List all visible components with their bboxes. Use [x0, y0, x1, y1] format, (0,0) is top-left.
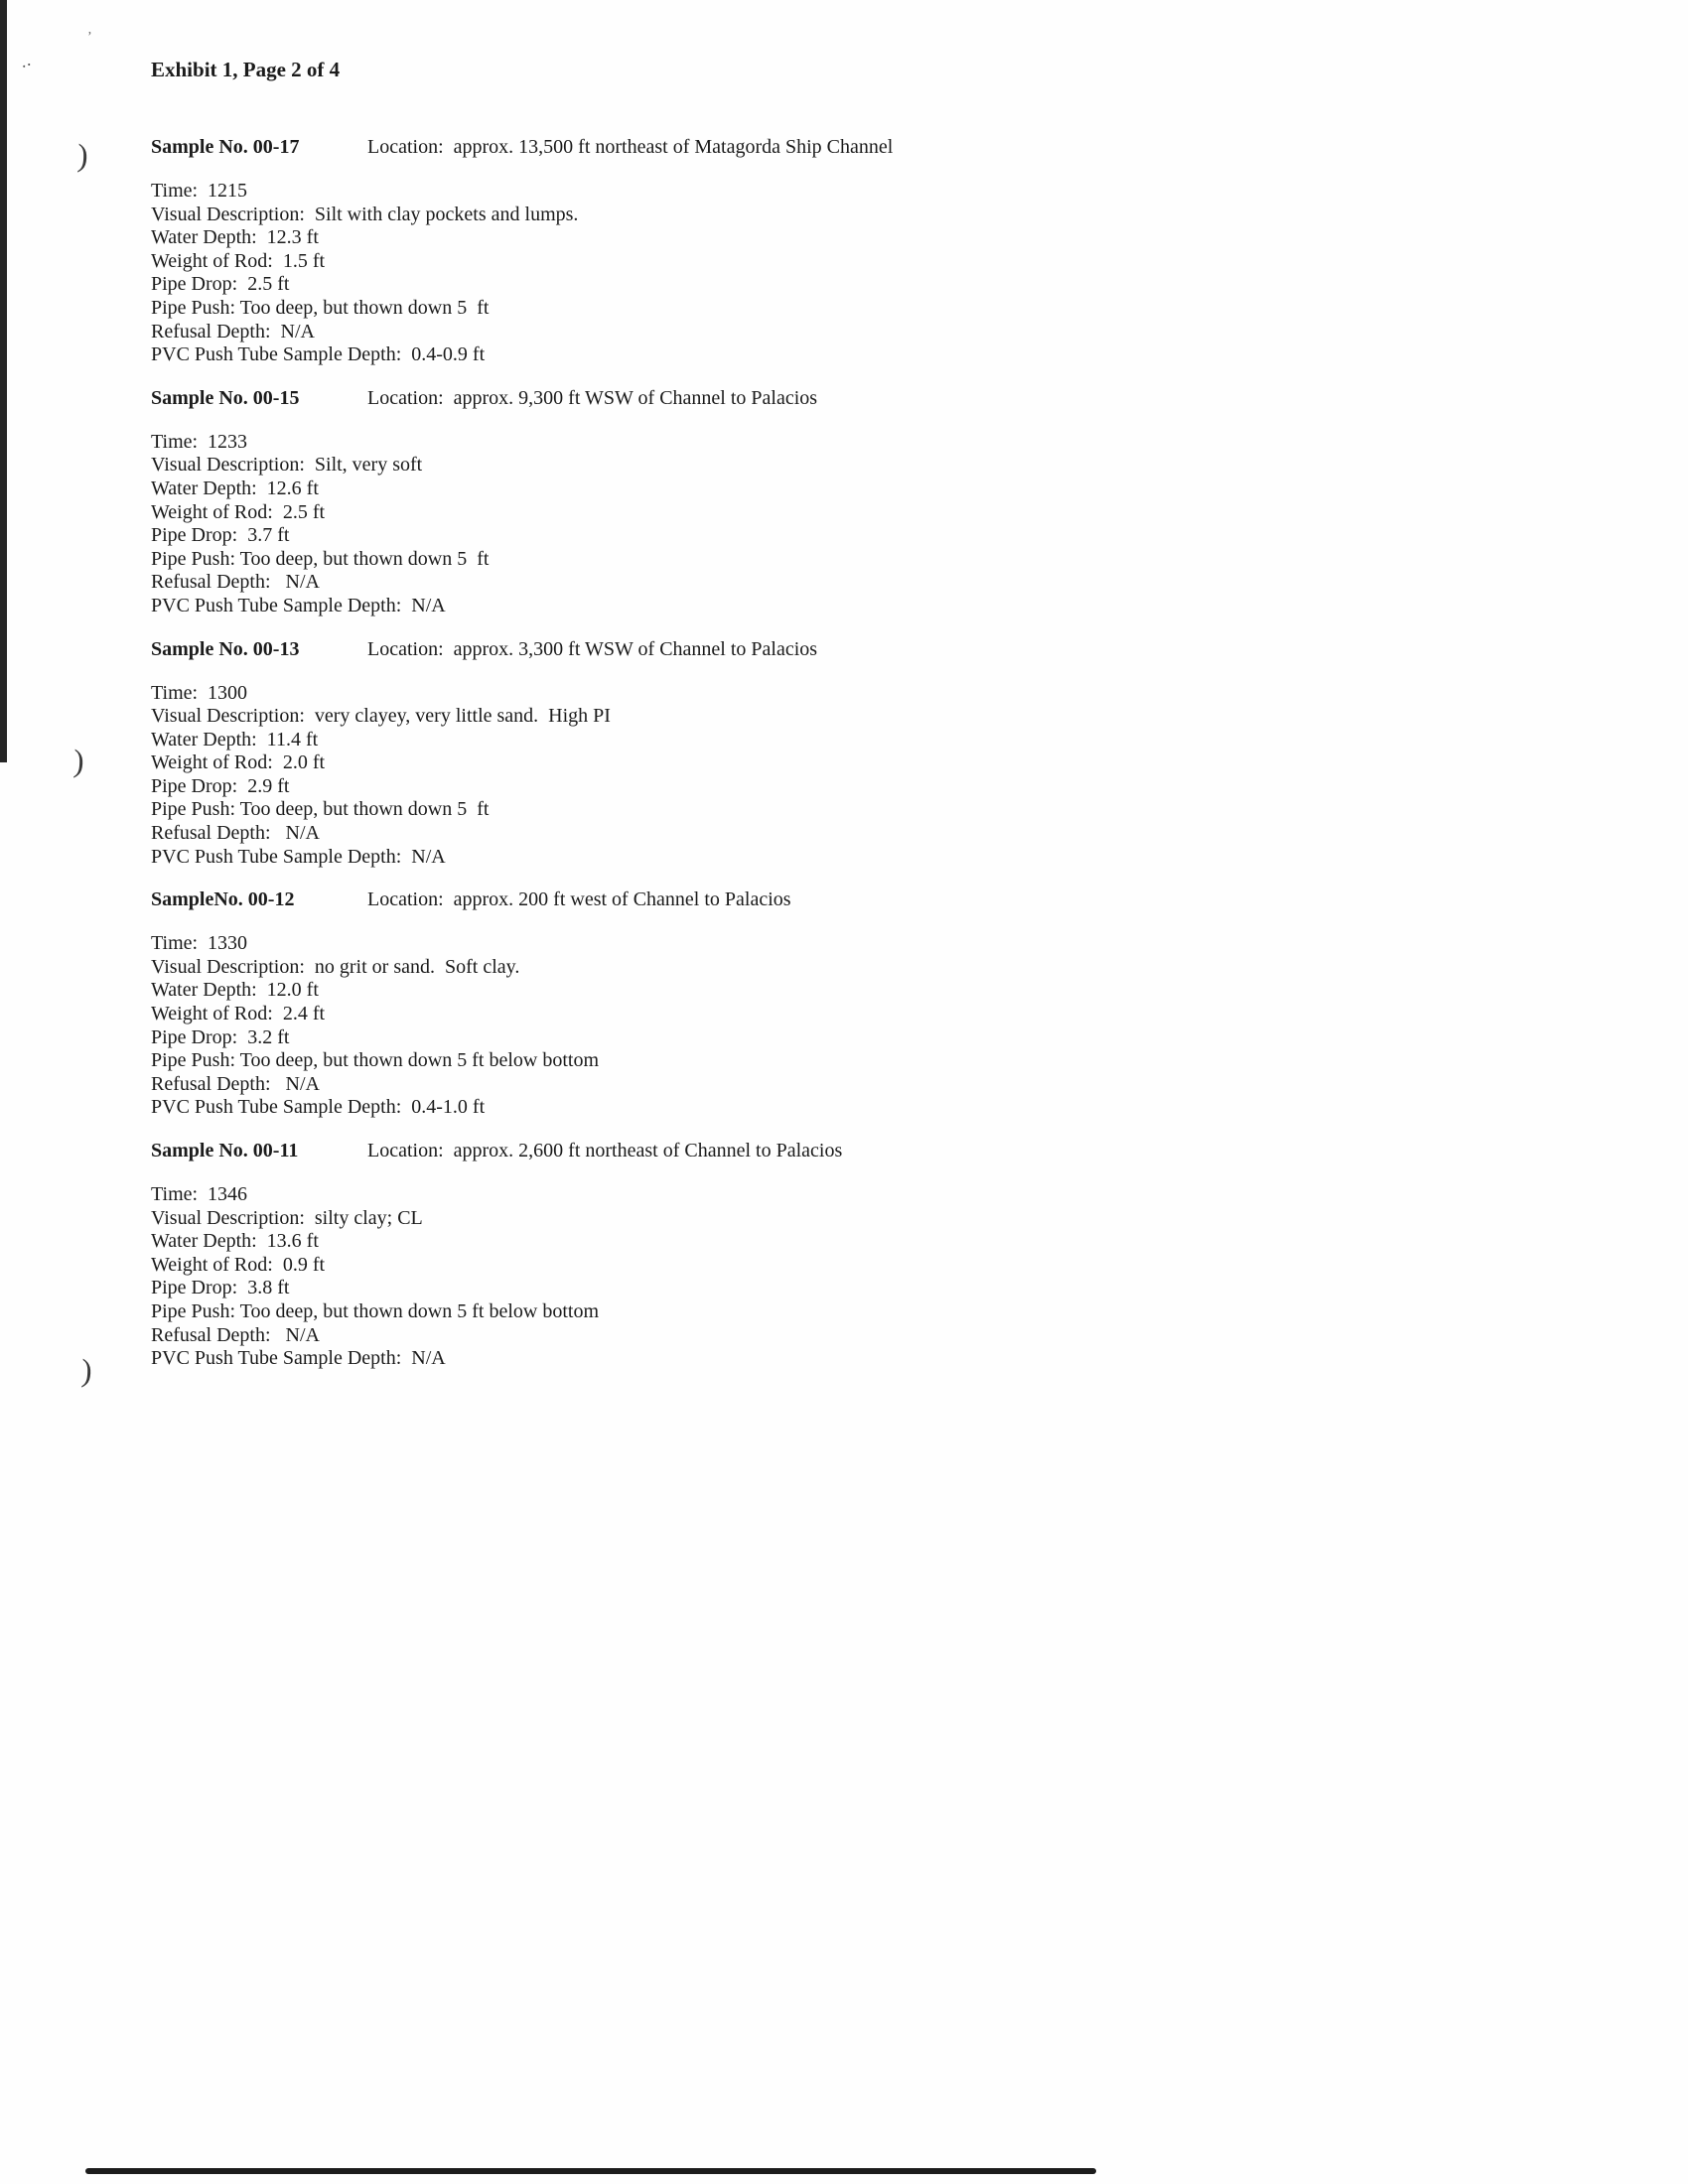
sample-location: Location: approx. 3,300 ft WSW of Channel to Palacios — [367, 637, 818, 660]
sample-detail-line: Pipe Drop: 2.9 ft — [151, 774, 290, 797]
sample-detail-line: Water Depth: 12.3 ft — [151, 226, 319, 249]
sample-detail-line: PVC Push Tube Sample Depth: 0.4-0.9 ft — [151, 343, 486, 366]
sample-block — [151, 887, 1472, 1120]
sample-detail-line: PVC Push Tube Sample Depth: N/A — [151, 845, 446, 868]
sample-header — [151, 386, 1472, 410]
sample-detail-line: Time: 1215 — [151, 180, 248, 202]
sample-detail-line: Pipe Push: Too deep, but thown down 5 ft — [151, 296, 490, 319]
sample-title: Sample No. 00-11 — [151, 1140, 299, 1161]
sample-header — [151, 637, 1472, 661]
sample-detail-line: Weight of Rod: 2.0 ft — [151, 751, 326, 774]
sample-detail-line: PVC Push Tube Sample Depth: 0.4-1.0 ft — [151, 1096, 486, 1119]
sample-detail-line: Weight of Rod: 0.9 ft — [151, 1253, 326, 1276]
sample-detail-line: Water Depth: 13.6 ft — [151, 1230, 319, 1253]
sample-detail-line: Refusal Depth: N/A — [151, 320, 315, 342]
sample-detail-line: Visual Description: silty clay; CL — [151, 1206, 423, 1229]
sample-title: Sample No. 00-13 — [151, 637, 300, 660]
scan-artifact-speck: ‥ — [17, 52, 34, 72]
sample-title: Sample No. 00-17 — [151, 136, 300, 158]
sample-detail-line: Pipe Drop: 3.2 ft — [151, 1025, 290, 1048]
sample-header — [151, 1139, 1472, 1162]
sample-detail-line: Time: 1346 — [151, 1183, 248, 1205]
sample-detail-line: Visual Description: no grit or sand. Soft clay. — [151, 955, 520, 978]
document-content — [151, 58, 1472, 1390]
sample-location: Location: approx. 2,600 ft northeast of Channel to Palacios — [367, 1140, 843, 1161]
sample-block — [151, 386, 1472, 618]
sample-block — [151, 135, 1472, 367]
sample-detail-line: Pipe Drop: 3.7 ft — [151, 524, 290, 547]
sample-detail-line: Pipe Push: Too deep, but thown down 5 ft — [151, 547, 490, 570]
sample-detail-line: Pipe Drop: 2.5 ft — [151, 273, 290, 296]
sample-title: Sample No. 00-15 — [151, 386, 300, 409]
scan-artifact-bottom-line — [85, 2168, 1096, 2174]
sample-detail-line: Time: 1233 — [151, 430, 248, 453]
sample-detail-line: Refusal Depth: N/A — [151, 822, 320, 845]
sample-detail-line: Visual Description: Silt with clay pockets and lumps. — [151, 203, 579, 225]
scan-artifact-paren-mark: ) — [80, 1351, 93, 1389]
sample-location: Location: approx. 200 ft west of Channel to Palacios — [367, 888, 791, 911]
sample-detail-line: Refusal Depth: N/A — [151, 1072, 320, 1095]
sample-block — [151, 637, 1472, 870]
sample-detail-line: Pipe Push: Too deep, but thown down 5 ft below bottom — [151, 1299, 599, 1322]
scan-artifact-paren-mark: ) — [72, 742, 85, 779]
sample-detail-line: PVC Push Tube Sample Depth: N/A — [151, 594, 446, 616]
sample-detail-line: Water Depth: 11.4 ft — [151, 728, 319, 751]
sample-detail-line: Refusal Depth: N/A — [151, 1323, 320, 1346]
scan-artifact-speck: ’ — [87, 30, 92, 45]
sample-title: SampleNo. 00-12 — [151, 888, 295, 911]
scan-artifact-paren-mark: ) — [76, 136, 89, 174]
sample-detail-line: Pipe Push: Too deep, but thown down 5 ft below bottom — [151, 1049, 599, 1072]
sample-detail-line: Pipe Push: Too deep, but thown down 5 ft — [151, 798, 490, 821]
sample-detail-line: Weight of Rod: 2.4 ft — [151, 1003, 326, 1025]
sample-detail-line: Pipe Drop: 3.8 ft — [151, 1277, 290, 1299]
sample-detail-line: Water Depth: 12.6 ft — [151, 477, 319, 499]
sample-detail-line: Weight of Rod: 2.5 ft — [151, 500, 326, 523]
sample-header — [151, 887, 1472, 911]
sample-detail-line: Visual Description: very clayey, very little sand. High PI — [151, 705, 611, 728]
samples-list — [151, 135, 1472, 1371]
sample-detail-line: Time: 1330 — [151, 932, 248, 955]
sample-location: Location: approx. 9,300 ft WSW of Channel to Palacios — [367, 386, 818, 409]
sample-header — [151, 135, 1472, 159]
sample-detail-line: Visual Description: Silt, very soft — [151, 454, 423, 477]
sample-detail-line: Refusal Depth: N/A — [151, 571, 320, 594]
scan-artifact-left-edge — [0, 0, 7, 762]
sample-location: Location: approx. 13,500 ft northeast of Matagorda Ship Channel — [367, 136, 894, 158]
page-header: Exhibit 1, Page 2 of 4 — [151, 58, 341, 81]
sample-detail-line: Time: 1300 — [151, 681, 248, 704]
sample-detail-line: Water Depth: 12.0 ft — [151, 979, 319, 1002]
sample-block — [151, 1139, 1472, 1371]
sample-detail-line: PVC Push Tube Sample Depth: N/A — [151, 1347, 446, 1370]
sample-detail-line: Weight of Rod: 1.5 ft — [151, 249, 326, 272]
